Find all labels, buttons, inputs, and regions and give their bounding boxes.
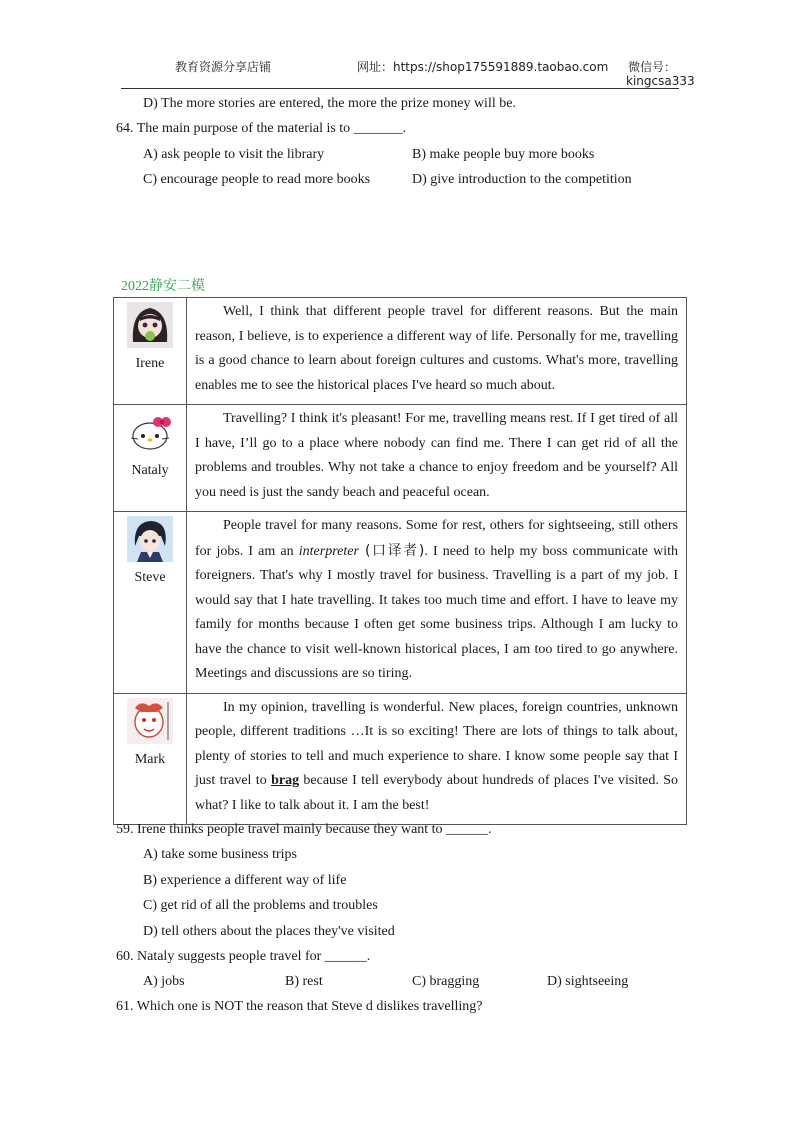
q60-option-d: D) sightseeing [547,974,629,989]
header-shop-name: 教育资源分享店铺 [175,60,272,74]
opinion-steve-part1: People travel for many reasons. Some for rest, others for sightseeing, still others for jobs. I am an [195,518,678,559]
section-title: 2022静安二模 [121,279,205,294]
q59-option-d: D) tell others about the places they've visited [143,924,395,939]
person-cell [114,512,187,694]
person-name: Mark [134,751,166,767]
q60-option-b: B) rest [285,974,323,989]
avatar-nataly-icon [127,409,173,455]
opinion-mark-part1: In my opinion, travelling is wonderful. New places, foreign countries, unknown people, different traditions …It is so exciting! There are lots of things to talk about, plenty of stories to tell and much experience to share. I know some people say that I just travel to [195,699,678,788]
table-row [114,405,687,512]
header-divider [121,88,679,89]
person-name: Irene [135,356,165,371]
question-64: 64. The main purpose of the material is to _______. [116,121,407,136]
q59-option-b: B) experience a different way of life [143,873,347,888]
header-url: 网址：https://shop175591889.taobao.com [357,60,609,74]
opinion-text [187,298,687,405]
q64-option-c: C) encourage people to read more books [143,172,371,187]
person-name: Nataly [131,463,169,478]
opinion-text [187,405,687,512]
opinion-steve-part2: . I need to help my boss communicate with foreigners. That's why I mostly travel for business. Travelling is a part of my job. I would say that I hate travelling. It takes too much time and effort. I have to leave my family for months because I often get some business trips. Although I am lucky to have the chance to visit well-known historical places, I am too tired to go anywhere. Meetings and discussions are so tiring. [195,543,678,681]
person-cell [114,298,187,405]
header-wechat-label: 微信号： [628,60,677,74]
opinion-nataly: Travelling? I think it's pleasant! For me, travelling means rest. If I get tired of all I have, I’ll go to a place where nobody can find me. There I can get rid of all the problems and troubles. Why not take a chance to enjoy freedom and be yourself? All you need is just the sandy beach and peaceful ocean. [195,411,678,500]
avatar-steve-icon [127,516,173,562]
opinion-text [187,512,687,694]
person-cell [114,405,187,512]
avatar-irene-icon [127,302,173,348]
header-wechat-id: kingcsa333 [626,74,695,88]
table-row [114,512,687,694]
question-60: 60. Nataly suggests people travel for ______. [116,949,371,964]
q60-option-a: A) jobs [143,974,185,989]
q59-option-c: C) get rid of all the problems and troubles [143,898,378,913]
person-name: Steve [134,570,166,585]
question-61: 61. Which one is NOT the reason that Steve d dislikes travelling? [116,999,483,1014]
table-row [114,298,687,405]
person-cell [114,693,187,825]
opinion-steve [195,514,678,687]
table-row [114,693,687,825]
opinions-table [113,297,687,825]
opinion-mark [195,696,678,819]
opinion-steve-interpreter: interpreter [298,543,359,559]
opinion-irene: Well, I think that different people travel for different reasons. But the main reason, I believe, is to experience a different way of life. Personally for me, travelling is a good chance to learn about foreign cultures and customs. What's more, travelling enables me to see the historical places I've heard so much about. [195,304,678,393]
opinion-steve-chinese: (口译者) [358,542,425,559]
q64-option-b: B) make people buy more books [412,147,595,162]
opinion-mark-part2: because I tell everybody about hundreds of places I've visited. So what? I like to talk about it. I am the best! [195,773,678,813]
question-59: 59. Irene thinks people travel mainly because they want to ______. [116,822,492,837]
q60-option-c: C) bragging [412,974,480,989]
q64-option-d: D) give introduction to the competition [412,172,632,187]
opinion-mark-brag: brag [271,773,300,788]
q64-option-a: A) ask people to visit the library [143,147,325,162]
opinion-text [187,693,687,825]
q59-option-a: A) take some business trips [143,847,297,862]
avatar-mark-icon [127,698,173,744]
prev-option-d: D) The more stories are entered, the more the prize money will be. [143,96,516,111]
